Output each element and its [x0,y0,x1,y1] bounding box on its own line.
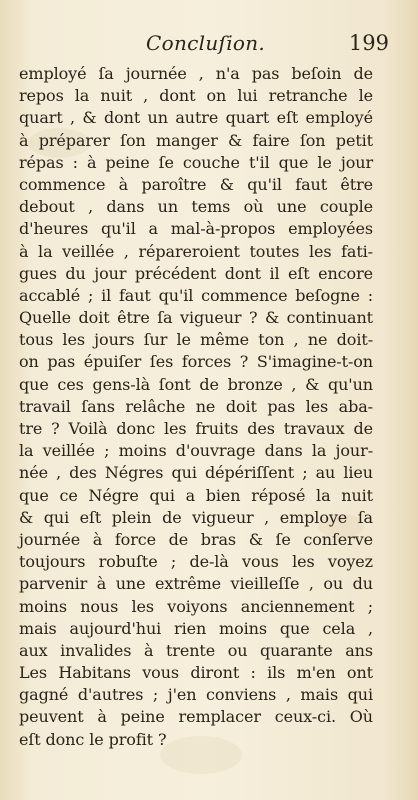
text-line: mais aujourd'hui rien moins que cela , [19,618,373,638]
text-line: que ce Négre qui a bien réposé la nuit [19,485,373,505]
text-line: gagné d'autres ; j'en conviens , mais qui [19,685,373,705]
text-line: debout , dans un tems où une couple [19,197,373,217]
text-line: travail ſans relâche ne doit pas les aba- [19,396,373,416]
text-line: quart , & dont un autre quart eſt employé [19,108,373,128]
text-line: que ces gens-là ſont de bronze , & qu'un [19,374,373,394]
text-line: & qui eſt plein de vigueur , employe ſa [19,507,373,527]
text-line: peuvent à peine remplacer ceux-ci. Où [19,707,373,727]
text-line: employé ſa journée , n'a pas beſoin de [19,64,373,83]
text-line: journée à force de bras & ſe conſerve [19,529,373,549]
text-line: moins nous les voiyons anciennement ; [19,596,373,616]
page-number: 199 [348,31,389,55]
text-line: née , des Négres qui dépériſſent ; au lieu [19,463,373,483]
text-line: aux invalides à trente ou quarante ans [19,640,373,660]
text-line: accablé ; il faut qu'il commence beſogne : [19,285,373,305]
text-line: Les Habitans vous diront : ils m'en ont [19,663,373,683]
body-text [19,63,373,751]
text-line: gues du jour précédent dont il eſt encore [19,263,373,283]
running-head [0,31,418,57]
running-title: Concluſion. [146,31,266,55]
text-line: tre ? Voilà donc les fruits des travaux de [19,419,373,438]
text-line: on pas épuiſer ſes forces ? S'imagine-t-on [19,352,373,372]
text-line: toujours robuſte ; de-là vous les voyez [19,552,373,572]
text-line: eſt donc le profit ? [19,729,167,749]
text-line: répas : à peine ſe couche t'il que le jour [19,152,373,172]
text-line: d'heures qu'il a mal-à-propos employées [19,219,373,239]
text-line: repos la nuit , dont on lui retranche le [19,86,373,106]
text-line: Quelle doit être ſa vigueur ? & continuant [19,308,373,328]
text-line: à préparer ſon manger & faire ſon petit [19,130,373,150]
text-line: tous les jours ſur le même ton , ne doit- [19,330,373,350]
text-line: à la veillée , répareroient toutes les fati- [19,241,373,261]
text-line: la veillée ; moins d'ouvrage dans la jour- [19,441,373,461]
text-line: parvenir à une extrême vieilleſſe , ou du [19,574,373,594]
text-line: commence à paroître & qu'il faut être [19,174,373,194]
